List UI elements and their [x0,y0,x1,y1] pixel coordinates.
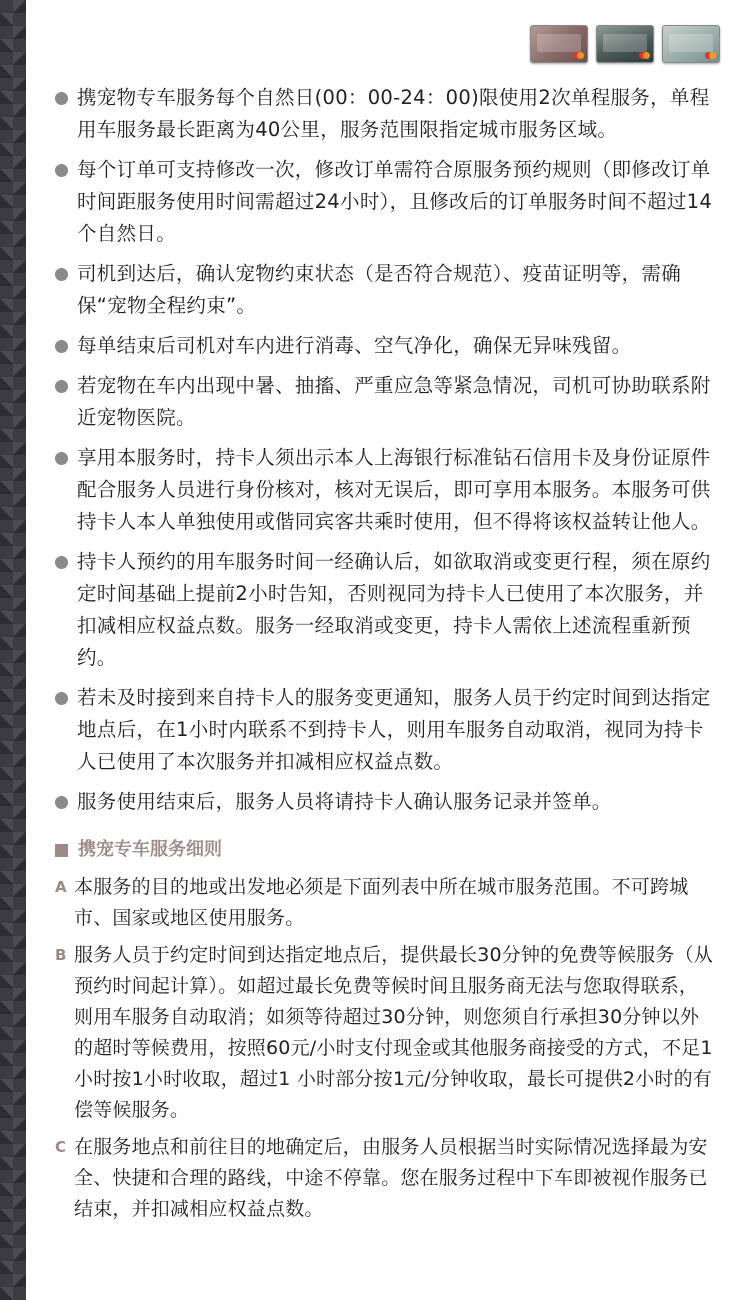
bullet-text: 若未及时接到来自持卡人的服务变更通知，服务人员于约定时间到达指定地点后，在1小时内联系不到持卡人，则用车服务自动取消，视同为持卡人已使用了本次服务并扣减相应权益点数。 [77,686,711,773]
bullet-dot-icon [55,796,68,809]
list-item [55,682,715,778]
bullet-dot-icon [55,340,68,353]
list-item [55,786,715,818]
rule-letter: A [55,878,67,896]
mastercard-logo-icon [639,52,649,59]
list-item [55,546,715,674]
list-item [55,82,715,146]
bullet-dot-icon [55,380,68,393]
bullet-dot-icon [55,452,68,465]
bullet-dot-icon [55,556,68,569]
list-item [55,154,715,250]
rule-item-b [55,940,715,1126]
rule-text: 本服务的目的地或出发地必须是下面列表中所在城市服务范围。不可跨城市、国家或地区使用服务。 [74,876,689,929]
list-item [55,370,715,434]
bullet-text: 享用本服务时，持卡人须出示本人上海银行标准钻石信用卡及身份证原件配合服务人员进行身份核对，核对无误后，即可享用本服务。本服务可供持卡人本人单独使用或偕同宾客共乘时使用，但不得将该权益转让他人。 [77,446,711,533]
credit-card-image-3 [662,25,720,63]
bullet-dot-icon [55,92,68,105]
terms-content [55,82,715,1231]
credit-card-image-1 [530,25,588,63]
bullet-dot-icon [55,692,68,705]
card-images [530,25,720,63]
rule-text: 在服务地点和前往目的地确定后，由服务人员根据当时实际情况选择最为安全、快捷和合理的路线，中途不停靠。您在服务过程中下车即被视作服务已结束，并扣减相应权益点数。 [74,1136,708,1220]
bullet-text: 若宠物在车内出现中暑、抽搐、严重应急等紧急情况，司机可协助联系附近宠物医院。 [77,374,711,429]
rule-item-a [55,872,715,934]
bullet-dot-icon [55,268,68,281]
bullet-text: 服务使用结束后，服务人员将请持卡人确认服务记录并签单。 [77,790,612,813]
bullet-text: 每个订单可支持修改一次，修改订单需符合原服务预约规则（即修改订单时间距服务使用时间需超过24小时），且修改后的订单服务时间不超过14个自然日。 [77,158,713,245]
square-bullet-icon [55,844,68,857]
bullet-text: 司机到达后，确认宠物约束状态（是否符合规范）、疫苗证明等，需确保“宠物全程约束”。 [77,262,682,317]
rule-letter: B [55,946,67,964]
rules-list [55,872,715,1225]
mastercard-logo-icon [705,52,715,59]
rule-letter: C [55,1138,67,1156]
bullet-text: 携宠物专车服务每个自然日(00：00-24：00)限使用2次单程服务，单程用车服务最长距离为40公里，服务范围限指定城市服务区域。 [77,86,710,141]
section-title [55,836,715,864]
bullet-text: 持卡人预约的用车服务时间一经确认后，如欲取消或变更行程，须在原约定时间基础上提前2小时告知，否则视同为持卡人已使用了本次服务，并扣减相应权益点数。服务一经取消或变更，持卡人需依上述流程重新预约。 [77,550,711,669]
rule-text: 服务人员于约定时间到达指定地点后，提供最长30分钟的免费等候服务（从预约时间起计算）。如超过最长免费等候时间且服务商无法与您取得联系，则用车服务自动取消；如须等待超过30分钟，则您须自行承担30分钟以外的超时等候费用，按照60元/小时支付现金或其他服务商接受的方式，不足1小时按1小时收取，超过1 小时部分按1元/分钟收取，最长可提供2小时的有偿等候服务。 [74,944,713,1121]
section-title-text: 携宠专车服务细则 [78,839,222,860]
decorative-side-strip [0,0,26,1300]
credit-card-image-2 [596,25,654,63]
rule-item-c [55,1132,715,1225]
bullet-dot-icon [55,164,68,177]
list-item [55,330,715,362]
bullet-text: 每单结束后司机对车内进行消毒、空气净化，确保无异味残留。 [77,334,632,357]
list-item [55,258,715,322]
terms-bullet-list [55,82,715,818]
list-item [55,442,715,538]
mastercard-logo-icon [573,52,583,59]
